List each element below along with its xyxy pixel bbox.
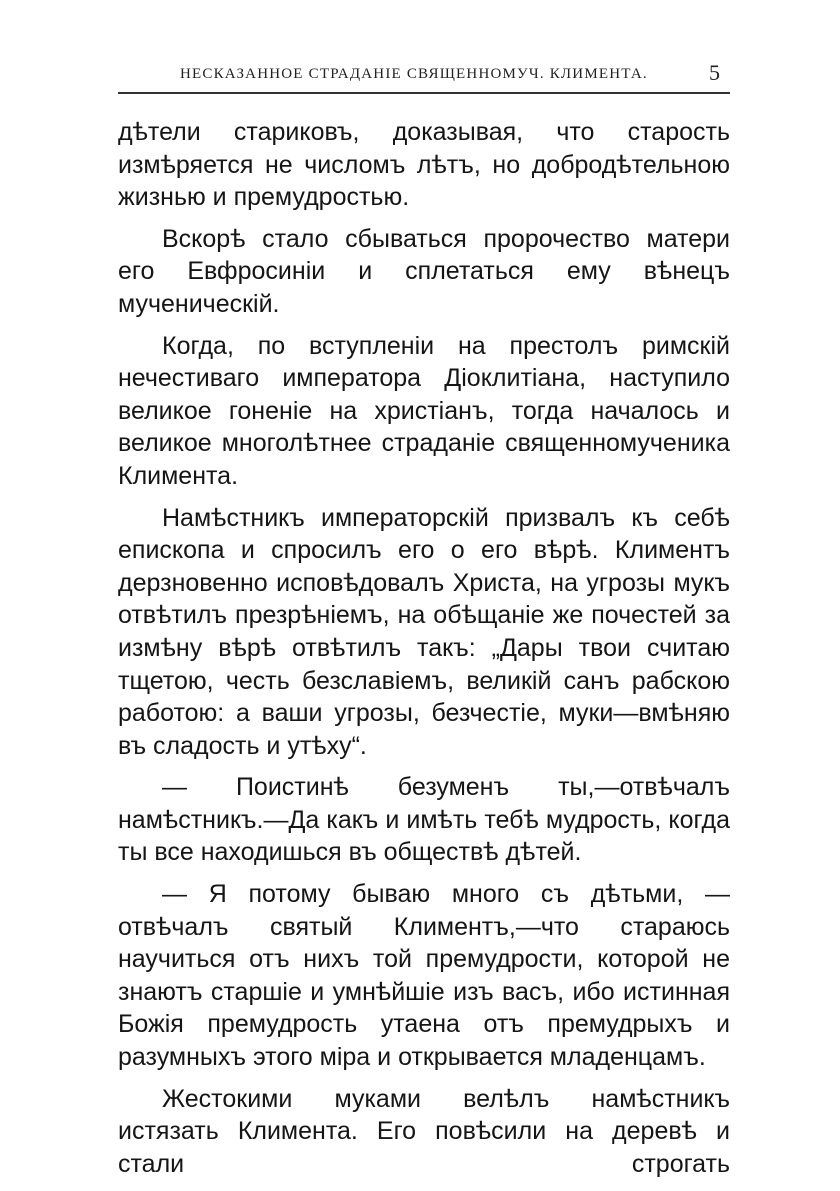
header-rule	[118, 92, 730, 94]
running-header	[118, 60, 730, 86]
paragraph-1: дѣтели стариковъ, доказывая, что старость измѣряется не числомъ лѣтъ, но добродѣтельною жизнью и премудростью.	[118, 118, 730, 212]
paragraph-4: Намѣстникъ императорскiй призвалъ къ себѣ епископа и спросилъ его о его вѣрѣ. Климентъ дерзновенно исповѣдовалъ Христа, на угрозы мукъ отвѣтилъ презрѣнiемъ, на обѣщанiе же почестей за измѣну вѣрѣ отвѣтилъ такъ: „Дары твои считаю тщетою, честь безславiемъ, великiй санъ рабскою работою: а ваши угрозы, безчестiе, муки—вмѣняю въ сладость и утѣху“.	[118, 503, 730, 760]
paragraph-5: — Поистинѣ безуменъ ты,—отвѣчалъ намѣстникъ.—Да какъ и имѣть тебѣ мудрость, когда ты все находишься въ обществѣ дѣтей.	[118, 773, 730, 867]
page-number: 5	[709, 60, 720, 85]
paragraph-3: Когда, по вступленiи на престолъ римскiй нечестиваго императора Дiоклитiана, наступило великое гоненiе на христiанъ, тогда началось и великое многолѣтнее страданiе священномученика Климента.	[118, 331, 730, 490]
paragraph-7: Жестокими муками велѣлъ намѣстникъ истязать Климента. Его повѣсили на деревѣ и стали строгать	[118, 1084, 730, 1178]
body-text	[118, 116, 730, 1189]
paragraph-2: Вскорѣ стало сбываться пророчество матери его Евфросинiи и сплетаться ему вѣнецъ мученическiй.	[118, 224, 730, 318]
paragraph-6: — Я потому бываю много съ дѣтьми, — отвѣчалъ святый Климентъ,—что стараюсь научиться отъ нихъ той премудрости, которой не знаютъ старшiе и умнѣйшiе изъ васъ, ибо истинная Божiя премудрость утаена отъ премудрыхъ и разумныхъ этого мiра и открывается младенцамъ.	[118, 880, 730, 1072]
running-title: НЕСКАЗАННОЕ СТРАДАНIЕ СВЯЩЕННОМУЧ. КЛИМЕНТА.	[180, 66, 648, 82]
